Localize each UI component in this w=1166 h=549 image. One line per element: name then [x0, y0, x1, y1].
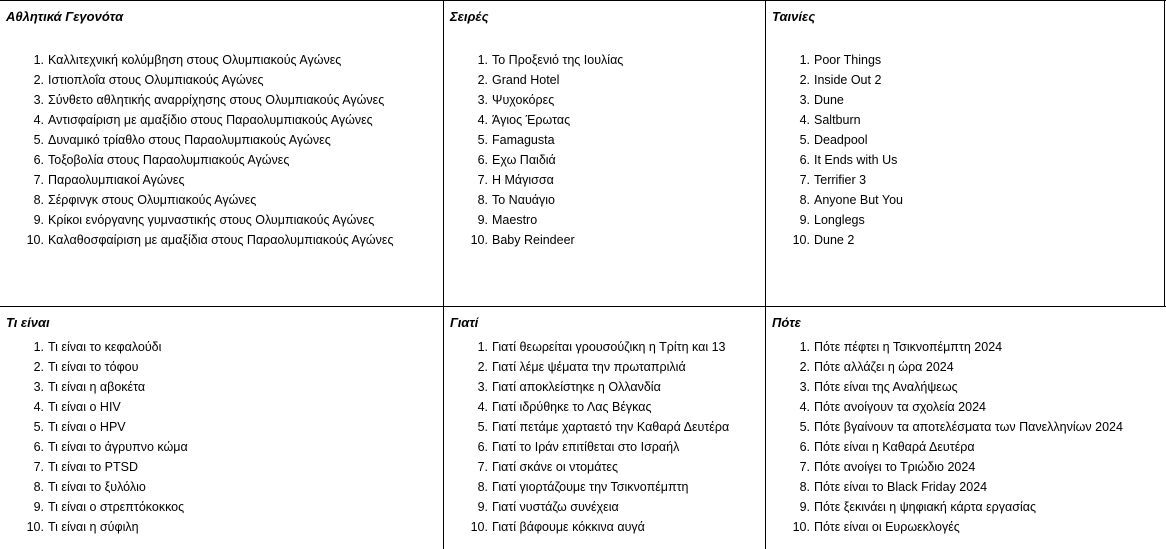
list-item-number: 2.	[33, 360, 44, 374]
list-item-number: 7.	[477, 173, 488, 187]
list-item-number: 5.	[33, 133, 44, 147]
list-item	[468, 477, 729, 497]
list-item	[24, 230, 394, 250]
list-item-label: Terrifier 3	[814, 173, 867, 187]
list-item-number: 4.	[33, 113, 44, 127]
list-item	[24, 397, 188, 417]
list-item-label: Τι είναι το PTSD	[48, 460, 139, 474]
list-item-label: Τοξοβολία στους Παραολυμπιακούς Αγώνες	[48, 153, 290, 167]
list-item	[24, 437, 188, 457]
list-item-label: Το Ναυάγιο	[492, 193, 555, 207]
section-list	[468, 50, 623, 250]
list-item	[468, 150, 623, 170]
list-item-number: 8.	[799, 193, 810, 207]
list-item-number: 3.	[33, 380, 44, 394]
list-item	[790, 377, 1123, 397]
list-item	[790, 517, 1123, 537]
list-item-label: Εχω Παιδιά	[492, 153, 556, 167]
section-list	[790, 337, 1123, 537]
list-item-label: Deadpool	[814, 133, 868, 147]
section-list	[468, 337, 729, 537]
list-item	[24, 50, 394, 70]
list-item-label: Ψυχοκόρες	[492, 93, 555, 107]
list-item-label: Dune 2	[814, 233, 855, 247]
list-item-label: Anyone But You	[814, 193, 903, 207]
list-item-label: Άγιος Έρωτας	[492, 113, 571, 127]
list-item-label: Πότε βγαίνουν τα αποτελέσματα των Πανελληνίων 2024	[814, 420, 1123, 434]
list-item	[790, 230, 903, 250]
list-item	[790, 437, 1123, 457]
list-item-number: 5.	[799, 420, 810, 434]
section-what-is	[0, 307, 443, 549]
list-item-number: 6.	[477, 153, 488, 167]
list-item-label: Η Μάγισσα	[492, 173, 554, 187]
list-item-number: 10.	[470, 233, 488, 247]
list-item-label: Παραολυμπιακοί Αγώνες	[48, 173, 185, 187]
list-item	[468, 437, 729, 457]
list-item	[468, 110, 623, 130]
list-item	[24, 357, 188, 377]
list-item-number: 6.	[33, 440, 44, 454]
list-item	[790, 50, 903, 70]
list-item-label: Γιατί λέμε ψέματα την πρωταπριλιά	[492, 360, 686, 374]
list-item-number: 1.	[33, 340, 44, 354]
list-item-number: 10.	[470, 520, 488, 534]
list-item-label: Longlegs	[814, 213, 865, 227]
list-item	[468, 337, 729, 357]
list-item	[24, 210, 394, 230]
list-item-number: 2.	[799, 360, 810, 374]
list-item-label: Famagusta	[492, 133, 555, 147]
list-item-label: Πότε πέφτει η Τσικνοπέμπτη 2024	[814, 340, 1003, 354]
list-item-label: Αντισφαίριση με αμαξίδιο στους Παραολυμπιακούς Αγώνες	[48, 113, 373, 127]
section-title: Τι είναι	[6, 315, 50, 330]
list-item-number: 2.	[477, 360, 488, 374]
section-list	[24, 337, 188, 537]
list-item	[468, 90, 623, 110]
list-item-number: 2.	[33, 73, 44, 87]
list-item-label: Πότε αλλάζει η ώρα 2024	[814, 360, 954, 374]
list-item-label: Τι είναι ο HIV	[48, 400, 121, 414]
list-item	[468, 517, 729, 537]
list-item-label: Dune	[814, 93, 844, 107]
list-item	[24, 70, 394, 90]
list-item	[468, 50, 623, 70]
section-title: Σειρές	[450, 9, 489, 24]
list-item-label: Καλλιτεχνική κολύμβηση στους Ολυμπιακούς Αγώνες	[48, 53, 342, 67]
list-item-label: Τι είναι το άγρυπνο κώμα	[48, 440, 188, 454]
section-list	[790, 50, 903, 250]
list-item-number: 7.	[33, 460, 44, 474]
list-item-number: 6.	[799, 153, 810, 167]
list-item	[468, 230, 623, 250]
list-item	[24, 150, 394, 170]
list-item	[790, 477, 1123, 497]
section-why	[444, 307, 765, 549]
list-item-number: 10.	[792, 520, 810, 534]
list-item-number: 8.	[33, 480, 44, 494]
list-item-number: 5.	[799, 133, 810, 147]
list-item-label: Ιστιοπλοΐα στους Ολυμπιακούς Αγώνες	[48, 73, 264, 87]
list-item-label: Πότε είναι της Αναλήψεως	[814, 380, 958, 394]
list-item-label: Τι είναι ο στρεπτόκοκκος	[48, 500, 185, 514]
list-item-label: Γιατί σκάνε οι ντομάτες	[492, 460, 619, 474]
list-item-label: Maestro	[492, 213, 538, 227]
list-item	[24, 110, 394, 130]
section-movies	[766, 1, 1164, 306]
list-item-label: Poor Things	[814, 53, 882, 67]
list-item-number: 7.	[799, 173, 810, 187]
section-title: Ταινίες	[772, 9, 816, 24]
section-list	[24, 50, 394, 250]
list-item-number: 3.	[477, 93, 488, 107]
list-item-number: 10.	[792, 233, 810, 247]
list-item-label: Γιατί ιδρύθηκε το Λας Βέγκας	[492, 400, 652, 414]
list-item-number: 8.	[477, 480, 488, 494]
list-item-label: Grand Hotel	[492, 73, 560, 87]
list-item-number: 6.	[33, 153, 44, 167]
list-item-number: 2.	[799, 73, 810, 87]
list-item-number: 10.	[26, 520, 44, 534]
list-item-label: Πότε ανοίγουν τα σχολεία 2024	[814, 400, 986, 414]
list-item	[468, 70, 623, 90]
section-title: Πότε	[772, 315, 801, 330]
list-item	[24, 417, 188, 437]
section-when	[766, 307, 1166, 549]
list-item-label: Πότε ανοίγει το Τριώδιο 2024	[814, 460, 976, 474]
list-item	[468, 170, 623, 190]
list-item-label: Σέρφινγκ στους Ολυμπιακούς Αγώνες	[48, 193, 257, 207]
list-item-label: Γιατί γιορτάζουμε την Τσικνοπέμπτη	[492, 480, 689, 494]
list-item	[790, 337, 1123, 357]
list-item-number: 5.	[477, 420, 488, 434]
list-item	[790, 357, 1123, 377]
list-item-number: 3.	[799, 93, 810, 107]
list-item-label: Σύνθετο αθλητικής αναρρίχησης στους Ολυμπιακούς Αγώνες	[48, 93, 385, 107]
list-item	[790, 417, 1123, 437]
list-item	[468, 377, 729, 397]
list-item	[790, 110, 903, 130]
list-item-number: 9.	[477, 500, 488, 514]
list-item	[24, 190, 394, 210]
list-item-label: Γιατί αποκλείστηκε η Ολλανδία	[492, 380, 661, 394]
list-item-label: Πότε είναι το Black Friday 2024	[814, 480, 988, 494]
list-item	[790, 497, 1123, 517]
list-item-number: 4.	[799, 400, 810, 414]
list-item-number: 7.	[799, 460, 810, 474]
list-item-label: Baby Reindeer	[492, 233, 575, 247]
list-item	[24, 457, 188, 477]
list-item-number: 4.	[33, 400, 44, 414]
list-item-label: Γιατί βάφουμε κόκκινα αυγά	[492, 520, 645, 534]
list-item	[468, 130, 623, 150]
list-item-label: Τι είναι η αβοκέτα	[48, 380, 146, 394]
list-item	[790, 397, 1123, 417]
list-item	[468, 357, 729, 377]
list-item-number: 4.	[477, 400, 488, 414]
list-item-label: Inside Out 2	[814, 73, 882, 87]
list-item	[24, 517, 188, 537]
section-title: Γιατί	[450, 315, 479, 330]
list-item	[790, 70, 903, 90]
list-item-number: 10.	[26, 233, 44, 247]
list-item	[790, 457, 1123, 477]
list-item-number: 3.	[799, 380, 810, 394]
list-item-label: Τι είναι η σύφιλη	[48, 520, 139, 534]
list-item	[790, 170, 903, 190]
section-series	[444, 1, 765, 306]
list-item-label: Saltburn	[814, 113, 861, 127]
list-item-number: 7.	[477, 460, 488, 474]
list-item-label: Δυναμικό τρίαθλο στους Παραολυμπιακούς Αγώνες	[48, 133, 331, 147]
list-item	[468, 397, 729, 417]
list-item-label: Τι είναι το τόφου	[48, 360, 139, 374]
list-item	[24, 90, 394, 110]
list-item-label: Πότε είναι η Καθαρά Δευτέρα	[814, 440, 975, 454]
list-item-number: 5.	[477, 133, 488, 147]
section-sports-events	[0, 1, 443, 306]
list-item	[24, 377, 188, 397]
list-item	[24, 337, 188, 357]
list-item	[24, 497, 188, 517]
right-border	[1164, 1, 1165, 306]
list-item-label: Τι είναι το κεφαλούδι	[48, 340, 162, 354]
list-item-number: 9.	[477, 213, 488, 227]
list-item-label: Γιατί νυστάζω συνέχεια	[492, 500, 619, 514]
list-item-label: Τι είναι το ξυλόλιο	[48, 480, 146, 494]
list-item-number: 6.	[477, 440, 488, 454]
list-item-label: Κρίκοι ενόργανης γυμναστικής στους Ολυμπιακούς Αγώνες	[48, 213, 375, 227]
list-item-number: 1.	[477, 53, 488, 67]
list-item-label: Γιατί το Ιράν επιτίθεται στο Ισραήλ	[492, 440, 680, 454]
list-item-label: Πότε ξεκινάει η ψηφιακή κάρτα εργασίας	[814, 500, 1036, 514]
list-item	[24, 170, 394, 190]
list-item-number: 8.	[799, 480, 810, 494]
list-item	[24, 130, 394, 150]
list-item-number: 6.	[799, 440, 810, 454]
list-item-number: 1.	[33, 53, 44, 67]
list-item	[468, 497, 729, 517]
list-item	[790, 150, 903, 170]
list-item-number: 1.	[477, 340, 488, 354]
list-item-number: 2.	[477, 73, 488, 87]
list-item-label: Πότε είναι οι Ευρωεκλογές	[814, 520, 960, 534]
list-item	[468, 210, 623, 230]
list-item-number: 5.	[33, 420, 44, 434]
list-item	[790, 130, 903, 150]
list-item-number: 1.	[799, 53, 810, 67]
list-item-label: It Ends with Us	[814, 153, 898, 167]
list-item-number: 9.	[33, 500, 44, 514]
list-item-label: Τι είναι ο HPV	[48, 420, 126, 434]
list-item-label: Γιατί πετάμε χαρταετό την Καθαρά Δευτέρα	[492, 420, 730, 434]
section-title: Αθλητικά Γεγονότα	[6, 9, 124, 24]
list-item	[468, 457, 729, 477]
list-item-number: 3.	[33, 93, 44, 107]
list-item-number: 3.	[477, 380, 488, 394]
list-item	[468, 190, 623, 210]
list-item-number: 8.	[477, 193, 488, 207]
list-item-label: Το Προξενιό της Ιουλίας	[492, 53, 624, 67]
list-item-label: Γιατί θεωρείται γρουσούζικη η Τρίτη και 13	[492, 340, 726, 354]
list-item-number: 9.	[799, 213, 810, 227]
list-item	[468, 417, 729, 437]
list-item-number: 1.	[799, 340, 810, 354]
list-item-number: 4.	[477, 113, 488, 127]
list-item	[24, 477, 188, 497]
list-item-number: 8.	[33, 193, 44, 207]
list-item-number: 9.	[33, 213, 44, 227]
list-item	[790, 190, 903, 210]
list-item-label: Καλαθοσφαίριση με αμαξίδια στους Παραολυμπιακούς Αγώνες	[48, 233, 394, 247]
list-item	[790, 210, 903, 230]
list-item-number: 9.	[799, 500, 810, 514]
list-item-number: 4.	[799, 113, 810, 127]
list-item-number: 7.	[33, 173, 44, 187]
list-item	[790, 90, 903, 110]
